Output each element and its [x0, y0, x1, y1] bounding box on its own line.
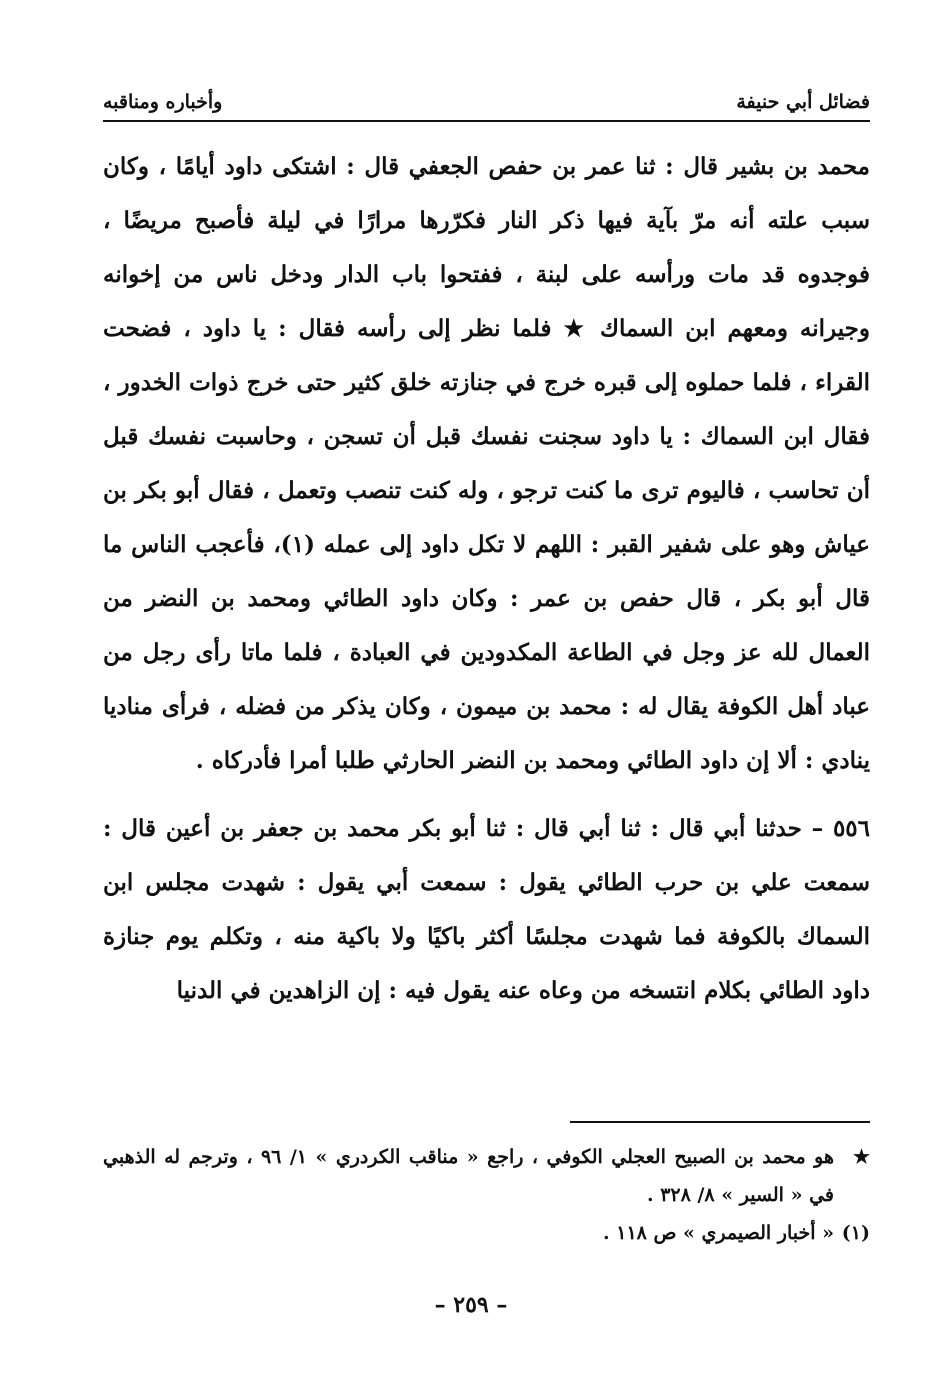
- running-head-book-title: فضائل أبي حنيفة: [736, 91, 870, 113]
- main-text: [103, 140, 870, 1018]
- footnotes: [103, 1138, 870, 1252]
- footnote-divider: [570, 1121, 870, 1123]
- footnote-marker: (١): [841, 1222, 870, 1244]
- running-head: [103, 84, 870, 122]
- paragraph-1: محمد بن بشير قال : ثنا عمر بن حفص الجعفي قال : اشتكى داود أيامًا ، وكان سبب علته أنه مرّ بآية فيها ذكر النار فكرّرها مرارًا في ليلة فأصبح مريضًا ، فوجدوه قد مات ورأسه على لبنة ، ففتحوا باب الدار ودخل ناس من إخوانه وجيرانه ومعهم ابن السماك ★ فلما نظر إلى رأسه فقال : يا داود ، فضحت القراء ، فلما حملوه إلى قبره خرج في جنازته خلق كثير حتى خرج ذوات الخدور ، فقال ابن السماك : يا داود سجنت نفسك قبل أن تسجن ، وحاسبت نفسك قبل أن تحاسب ، فاليوم ترى ما كنت ترجو ، وله كنت تنصب وتعمل ، فقال أبو بكر بن عياش وهو على شفير القبر : اللهم لا تكل داود إلى عمله (١)، فأعجب الناس ما قال أبو بكر ، قال حفص بن عمر : وكان داود الطائي ومحمد بن النضر من العمال لله عز وجل في الطاعة المكدودين في العبادة ، فلما ماتا رأى رجل من عباد أهل الكوفة يقال له : محمد بن ميمون ، وكان يذكر من فضله ، فرأى مناديا ينادي : ألا إن داود الطائي ومحمد بن النضر الحارثي طلبا أمرا فأدركاه .: [103, 153, 870, 774]
- paragraph-2: ٥٥٦ – حدثنا أبي قال : ثنا أبي قال : ثنا أبو بكر محمد بن جعفر بن أعين قال : سمعت علي بن حرب الطائي يقول : سمعت أبي يقول : شهدت مجلس ابن السماك بالكوفة فما شهدت مجلسًا أكثر باكيًا ولا باكية منه ، وتكلم يوم جنازة داود الطائي بكلام انتسخه من وعاه عنه يقول فيه : إن الزاهدين في الدنيا: [103, 815, 870, 1004]
- running-head-section-title: وأخباره ومناقبه: [103, 91, 223, 113]
- footnote-star: [103, 1138, 870, 1214]
- page-number: – ٢٥٩ –: [434, 1292, 508, 1318]
- footnote-marker: ★: [852, 1146, 870, 1168]
- footnote-1: [103, 1214, 870, 1252]
- footnote-text: « أخبار الصيمري » ص ١١٨ .: [603, 1222, 834, 1244]
- footnote-text: هو محمد بن الصبيح العجلي الكوفي ، راجع « مناقب الكردري » ١/ ٩٦ ، وترجم له الذهبي في « السير » ٨/ ٣٢٨ .: [103, 1146, 834, 1206]
